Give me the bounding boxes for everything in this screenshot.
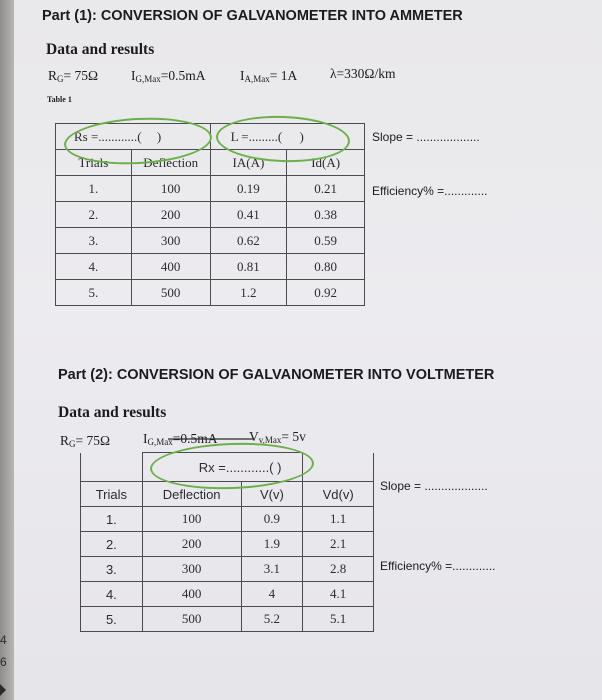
table-row (56, 176, 365, 202)
part2-subheading: Data and results (58, 404, 167, 421)
trial-cell: 5. (56, 280, 132, 306)
ia-cell: 0.19 (210, 176, 287, 202)
part1-param-lambda: λ=330Ω/km (330, 66, 396, 81)
deflection-cell: 100 (142, 507, 241, 532)
trial-cell: 1. (56, 176, 132, 202)
part1-efficiency: Efficiency% =............. (372, 184, 488, 198)
table-row (81, 532, 374, 557)
header-deflection: Deflection (131, 150, 210, 176)
page-edge (0, 0, 14, 700)
part2-param-rg: $R_G= 75\Omega$ (60, 433, 111, 449)
rx-empty-cell-right (303, 453, 374, 482)
trial-cell: 2. (81, 532, 143, 557)
vd-cell: 2.8 (303, 557, 374, 582)
trial-cell: 4. (56, 254, 132, 280)
table-row (81, 607, 374, 632)
ia-cell: 0.41 (210, 202, 287, 228)
deflection-cell: 200 (131, 202, 210, 228)
part1-heading: Part (1): CONVERSION OF GALVANOMETER INTO AMMETER (42, 8, 463, 24)
table-row (81, 507, 374, 532)
v-cell: 3.1 (241, 557, 303, 582)
l-close: ) (299, 128, 304, 144)
id-cell: 0.59 (287, 228, 365, 254)
table-row (56, 280, 365, 306)
v-cell: 0.9 (241, 507, 303, 532)
part2-heading: Part (2): CONVERSION OF GALVANOMETER INTO VOLTMETER (58, 367, 495, 383)
vd-cell: 5.1 (303, 607, 374, 632)
table-row (56, 254, 365, 280)
part1-subheading: Data and results (46, 41, 155, 58)
ia-cell: 0.81 (210, 254, 287, 280)
rx-label: Rx =............( ) (198, 459, 282, 475)
part2-param-ig: $I_{G,Max}=0.5mA$ (143, 431, 218, 447)
header-id: Id(A) (287, 150, 365, 176)
header-deflection: Deflection (142, 482, 241, 507)
l-label: L =.........( (230, 128, 283, 144)
deflection-cell: 500 (142, 607, 241, 632)
trial-cell: 2. (56, 202, 132, 228)
deflection-cell: 200 (142, 532, 241, 557)
id-cell: 0.80 (287, 254, 365, 280)
deflection-cell: 500 (131, 280, 210, 306)
part1-param-ig: $I_{G,Max}=0.5mA$ (131, 68, 206, 84)
v-cell: 5.2 (241, 607, 303, 632)
header-ia: IA(A) (210, 150, 287, 176)
trial-cell: 4. (81, 582, 143, 607)
deflection-cell: 400 (131, 254, 210, 280)
margin-number-a: 4 (0, 633, 7, 647)
table-row (81, 582, 374, 607)
rx-empty-cell (81, 453, 143, 482)
header-v: V(v) (241, 482, 303, 507)
vd-cell: 1.1 (303, 507, 374, 532)
header-vd: Vd(v) (303, 482, 374, 507)
trial-cell: 3. (56, 228, 132, 254)
deflection-cell: 400 (142, 582, 241, 607)
margin-number-b: 6 (0, 655, 7, 669)
part1-param-ia: $I_{A,Max}= 1A$ (240, 68, 298, 84)
table-row (81, 557, 374, 582)
rs-close: ) (156, 128, 162, 144)
part2-param-v: $V_{v,Max}= 5v$ (249, 429, 306, 445)
trial-cell: 3. (81, 557, 143, 582)
ia-cell: 0.62 (210, 228, 287, 254)
deflection-cell: 300 (131, 228, 210, 254)
table-row (56, 228, 365, 254)
deflection-cell: 100 (131, 176, 210, 202)
ia-cell: 1.2 (210, 280, 287, 306)
header-trials: Trials (56, 150, 132, 176)
trial-cell: 5. (81, 607, 143, 632)
header-trials: Trials (81, 482, 143, 507)
table1-label: Table 1 (47, 95, 72, 104)
part1-slope: Slope = ................... (372, 130, 480, 144)
trial-cell: 1. (81, 507, 143, 532)
table-row (56, 202, 365, 228)
rs-label: Rs =............( (74, 128, 142, 144)
id-cell: 0.38 (287, 202, 365, 228)
id-cell: 0.92 (287, 280, 365, 306)
vd-cell: 2.1 (303, 532, 374, 557)
v-cell: 1.9 (241, 532, 303, 557)
part2-efficiency: Efficiency% =............. (380, 559, 496, 573)
part1-param-rg: $R_G= 75\Omega$ (48, 68, 99, 84)
deflection-cell: 300 (142, 557, 241, 582)
part2-slope: Slope = ................... (380, 479, 488, 493)
v-cell: 4 (241, 582, 303, 607)
id-cell: 0.21 (287, 176, 365, 202)
margin-arrow-icon (0, 684, 6, 696)
vd-cell: 4.1 (303, 582, 374, 607)
